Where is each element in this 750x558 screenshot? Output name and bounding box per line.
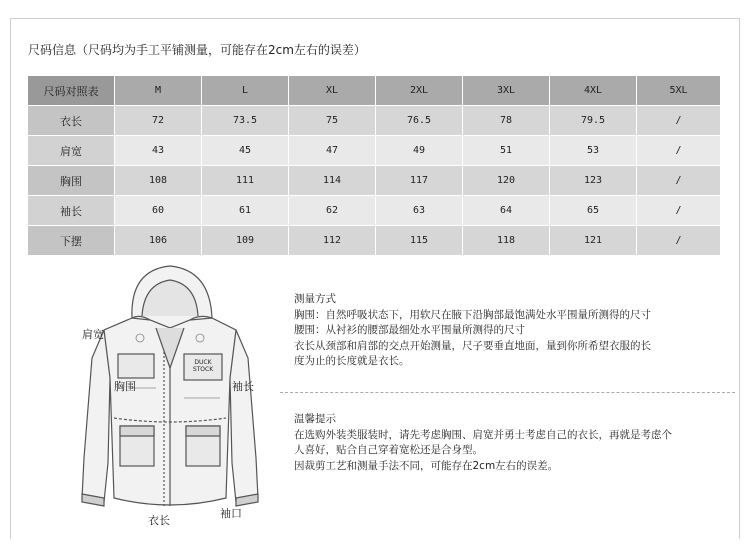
table-cell: 79.5 [550, 106, 637, 136]
table-cell: 76.5 [376, 106, 463, 136]
table-cell: 72 [115, 106, 202, 136]
table-cell: 75 [289, 106, 376, 136]
size-header-cell: L [202, 76, 289, 106]
table-cell: 115 [376, 226, 463, 256]
label-chest: 胸围 [114, 380, 136, 393]
method-heading: 测量方式 [294, 293, 336, 305]
size-header-cell: 5XL [637, 76, 721, 106]
size-header-cell: 4XL [550, 76, 637, 106]
label-length: 衣长 [148, 514, 170, 527]
table-cell: 109 [202, 226, 289, 256]
tips-line: 在选购外装类服装时，请先考虑胸围、肩宽并勇士考虑自己的衣长，再就是考虑个 [294, 428, 672, 441]
table-cell: 49 [376, 136, 463, 166]
table-cell: 53 [550, 136, 637, 166]
method-line: 腰围：从衬衫的腰部最细处水平围量所测得的尺寸 [294, 324, 525, 336]
method-line: 衣长从颈部和肩部的交点开始测量，尺子要垂直地面，量到你所希望衣服的长 [294, 339, 651, 352]
table-corner-cell: 尺码对照表 [28, 76, 115, 106]
section-divider [280, 392, 735, 393]
table-cell: 63 [376, 196, 463, 226]
table-cell: / [637, 106, 721, 136]
table-cell: 73.5 [202, 106, 289, 136]
table-cell: 51 [463, 136, 550, 166]
row-label-cell: 衣长 [28, 106, 115, 136]
row-label-cell: 胸围 [28, 166, 115, 196]
measurement-method [294, 292, 714, 370]
table-header-row [28, 76, 721, 106]
table-cell: 43 [115, 136, 202, 166]
table-cell: 78 [463, 106, 550, 136]
size-header-cell: 2XL [376, 76, 463, 106]
table-cell: 111 [202, 166, 289, 196]
table-cell: 61 [202, 196, 289, 226]
table-cell: 106 [115, 226, 202, 256]
table-cell: / [637, 226, 721, 256]
table-cell: 47 [289, 136, 376, 166]
tips-line: 因裁剪工艺和测量手法不同，可能存在2cm左右的误差。 [294, 459, 559, 472]
table-cell: 112 [289, 226, 376, 256]
table-cell: 108 [115, 166, 202, 196]
table-cell: 65 [550, 196, 637, 226]
size-header-cell: M [115, 76, 202, 106]
row-label-cell: 下摆 [28, 226, 115, 256]
method-line: 胸围：自然呼吸状态下，用软尺在腋下沿胸部最饱满处水平围量所测得的尺寸 [294, 308, 651, 321]
row-label-cell: 肩宽 [28, 136, 115, 166]
table-row [28, 226, 721, 256]
table-row [28, 136, 721, 166]
table-row [28, 106, 721, 136]
table-cell: / [637, 166, 721, 196]
size-info-title: 尺码信息（尺码均为手工平铺测量，可能存在2cm左右的误差） [28, 43, 366, 57]
table-cell: 64 [463, 196, 550, 226]
table-cell: 123 [550, 166, 637, 196]
table-cell: 120 [463, 166, 550, 196]
size-header-cell: 3XL [463, 76, 550, 106]
method-line: 度为止的长度就是衣长。 [294, 355, 410, 367]
table-cell: 114 [289, 166, 376, 196]
size-header-cell: XL [289, 76, 376, 106]
table-cell: / [637, 196, 721, 226]
table-cell: 117 [376, 166, 463, 196]
size-chart-table [27, 75, 721, 256]
table-cell: 60 [115, 196, 202, 226]
label-cuff: 袖口 [220, 507, 242, 520]
warm-tips [294, 412, 734, 474]
tips-line: 人喜好，贴合自己穿着宽松还是合身型。 [294, 444, 483, 456]
table-cell: 121 [550, 226, 637, 256]
table-cell: 45 [202, 136, 289, 166]
label-shoulder: 肩宽 [82, 328, 104, 341]
label-sleeve: 袖长 [232, 380, 254, 393]
tips-heading: 温馨提示 [294, 413, 336, 425]
table-cell: 62 [289, 196, 376, 226]
table-row [28, 166, 721, 196]
row-label-cell: 袖长 [28, 196, 115, 226]
table-cell: / [637, 136, 721, 166]
patch-text: DUCK STOCK [192, 359, 214, 373]
table-row [28, 196, 721, 226]
table-cell: 118 [463, 226, 550, 256]
